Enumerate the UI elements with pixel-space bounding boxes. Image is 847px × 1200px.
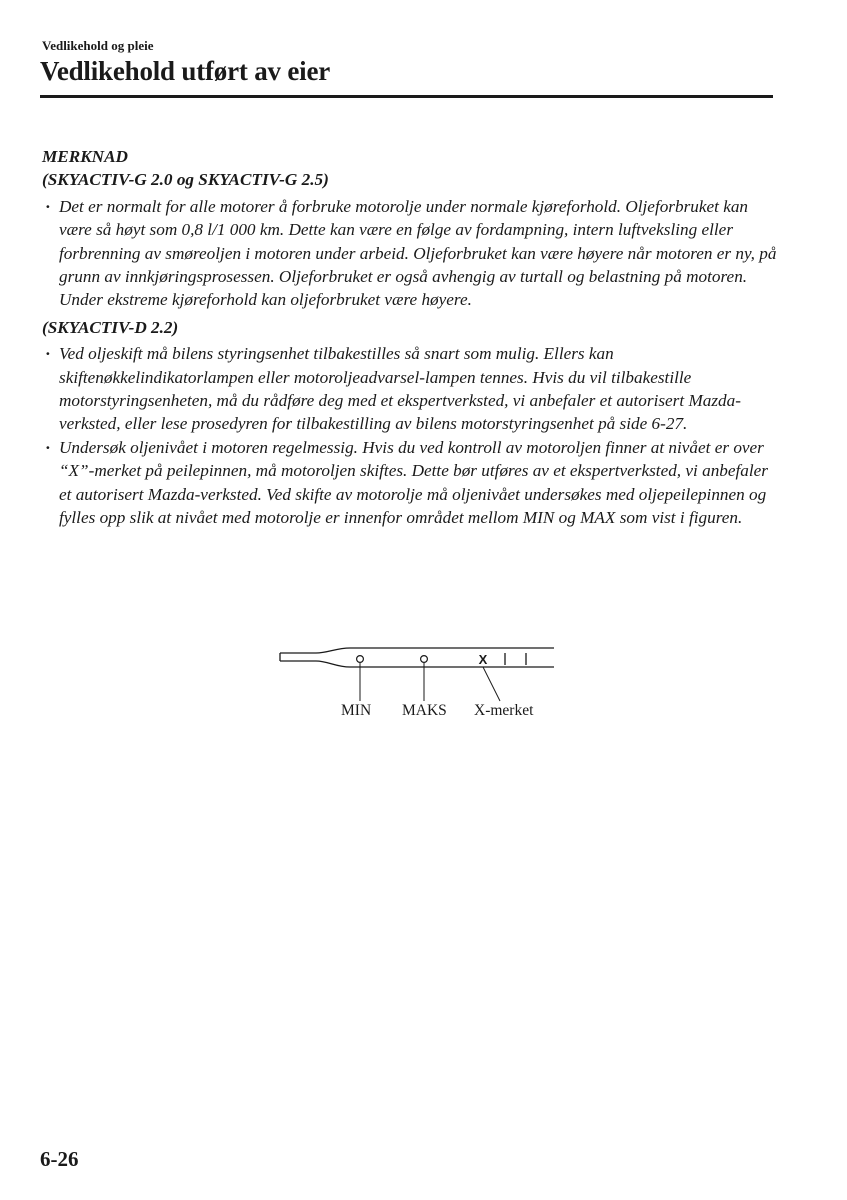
engine-d-list xyxy=(42,342,777,529)
title-rule xyxy=(40,95,773,98)
min-label: MIN xyxy=(341,702,372,719)
page-number: 6-26 xyxy=(40,1147,79,1171)
page-title: Vedlikehold utført av eier xyxy=(40,56,331,86)
engine-g-heading: (SKYACTIV-G 2.0 og SKYACTIV-G 2.5) xyxy=(42,170,329,190)
min-marker xyxy=(357,656,364,663)
dipstick-top-edge xyxy=(280,648,554,653)
note-heading: MERKNAD xyxy=(42,147,128,166)
list-item: · Undersøk oljenivået i motoren regelmessig. Hvis du ved kontroll av motoroljen finner at nivået er over “X”-merket på peilepinnen, må motoroljen skiftes. Dette bør utføres av et ekspertverksted, vi anbefaler et autorisert Mazda-verksted. Ved skifte av motorolje må oljenivået undersøkes med oljepeilepinnen og fylles opp slik at nivået med motorolje er innenfor området mellom MIN og MAX som vist i figuren. xyxy=(42,436,777,530)
x-leader xyxy=(483,667,500,701)
list-item: · Ved oljeskift må bilens styringsenhet tilbakestilles så snart som mulig. Ellers kan skiftenøkkelindikatorlampen eller motoroljeadvarsel-lampen tennes. Hvis du vil tilbakestille motorstyringsenheten, må du rådføre deg med et ekspertverksted, vi anbefaler et autorisert Mazda-verksted, eller lese prosedyren for tilbakestilling av bilens motorstyringsenhet på side 6-27. xyxy=(42,342,777,436)
engine-d-heading: (SKYACTIV-D 2.2) xyxy=(42,317,179,337)
dipstick-figure xyxy=(278,643,568,723)
section-label: Vedlikehold og pleie xyxy=(42,38,154,53)
maks-label: MAKS xyxy=(402,702,447,719)
maks-marker xyxy=(421,656,428,663)
x-marker: X xyxy=(478,652,488,667)
note-block xyxy=(42,145,777,530)
x-mark-label: X-merket xyxy=(474,702,534,719)
engine-g-list xyxy=(42,195,777,312)
list-item: · Det er normalt for alle motorer å forbruke motorolje under normale kjøreforhold. Oljeforbruket kan være så høyt som 0,8 l/1 000 km. Dette kan være en følge av fordampning, intern luftveksling eller forbrenning av smøreoljen i motoren under arbeid. Oljeforbruket kan være høyere når motoren er ny, på grunn av innkjøringsprosessen. Oljeforbruket er også avhengig av turtall og belastning på motoren. Under ekstreme kjøreforhold kan oljeforbruket være høyere. xyxy=(42,195,777,312)
dipstick-bottom-edge xyxy=(280,661,554,667)
